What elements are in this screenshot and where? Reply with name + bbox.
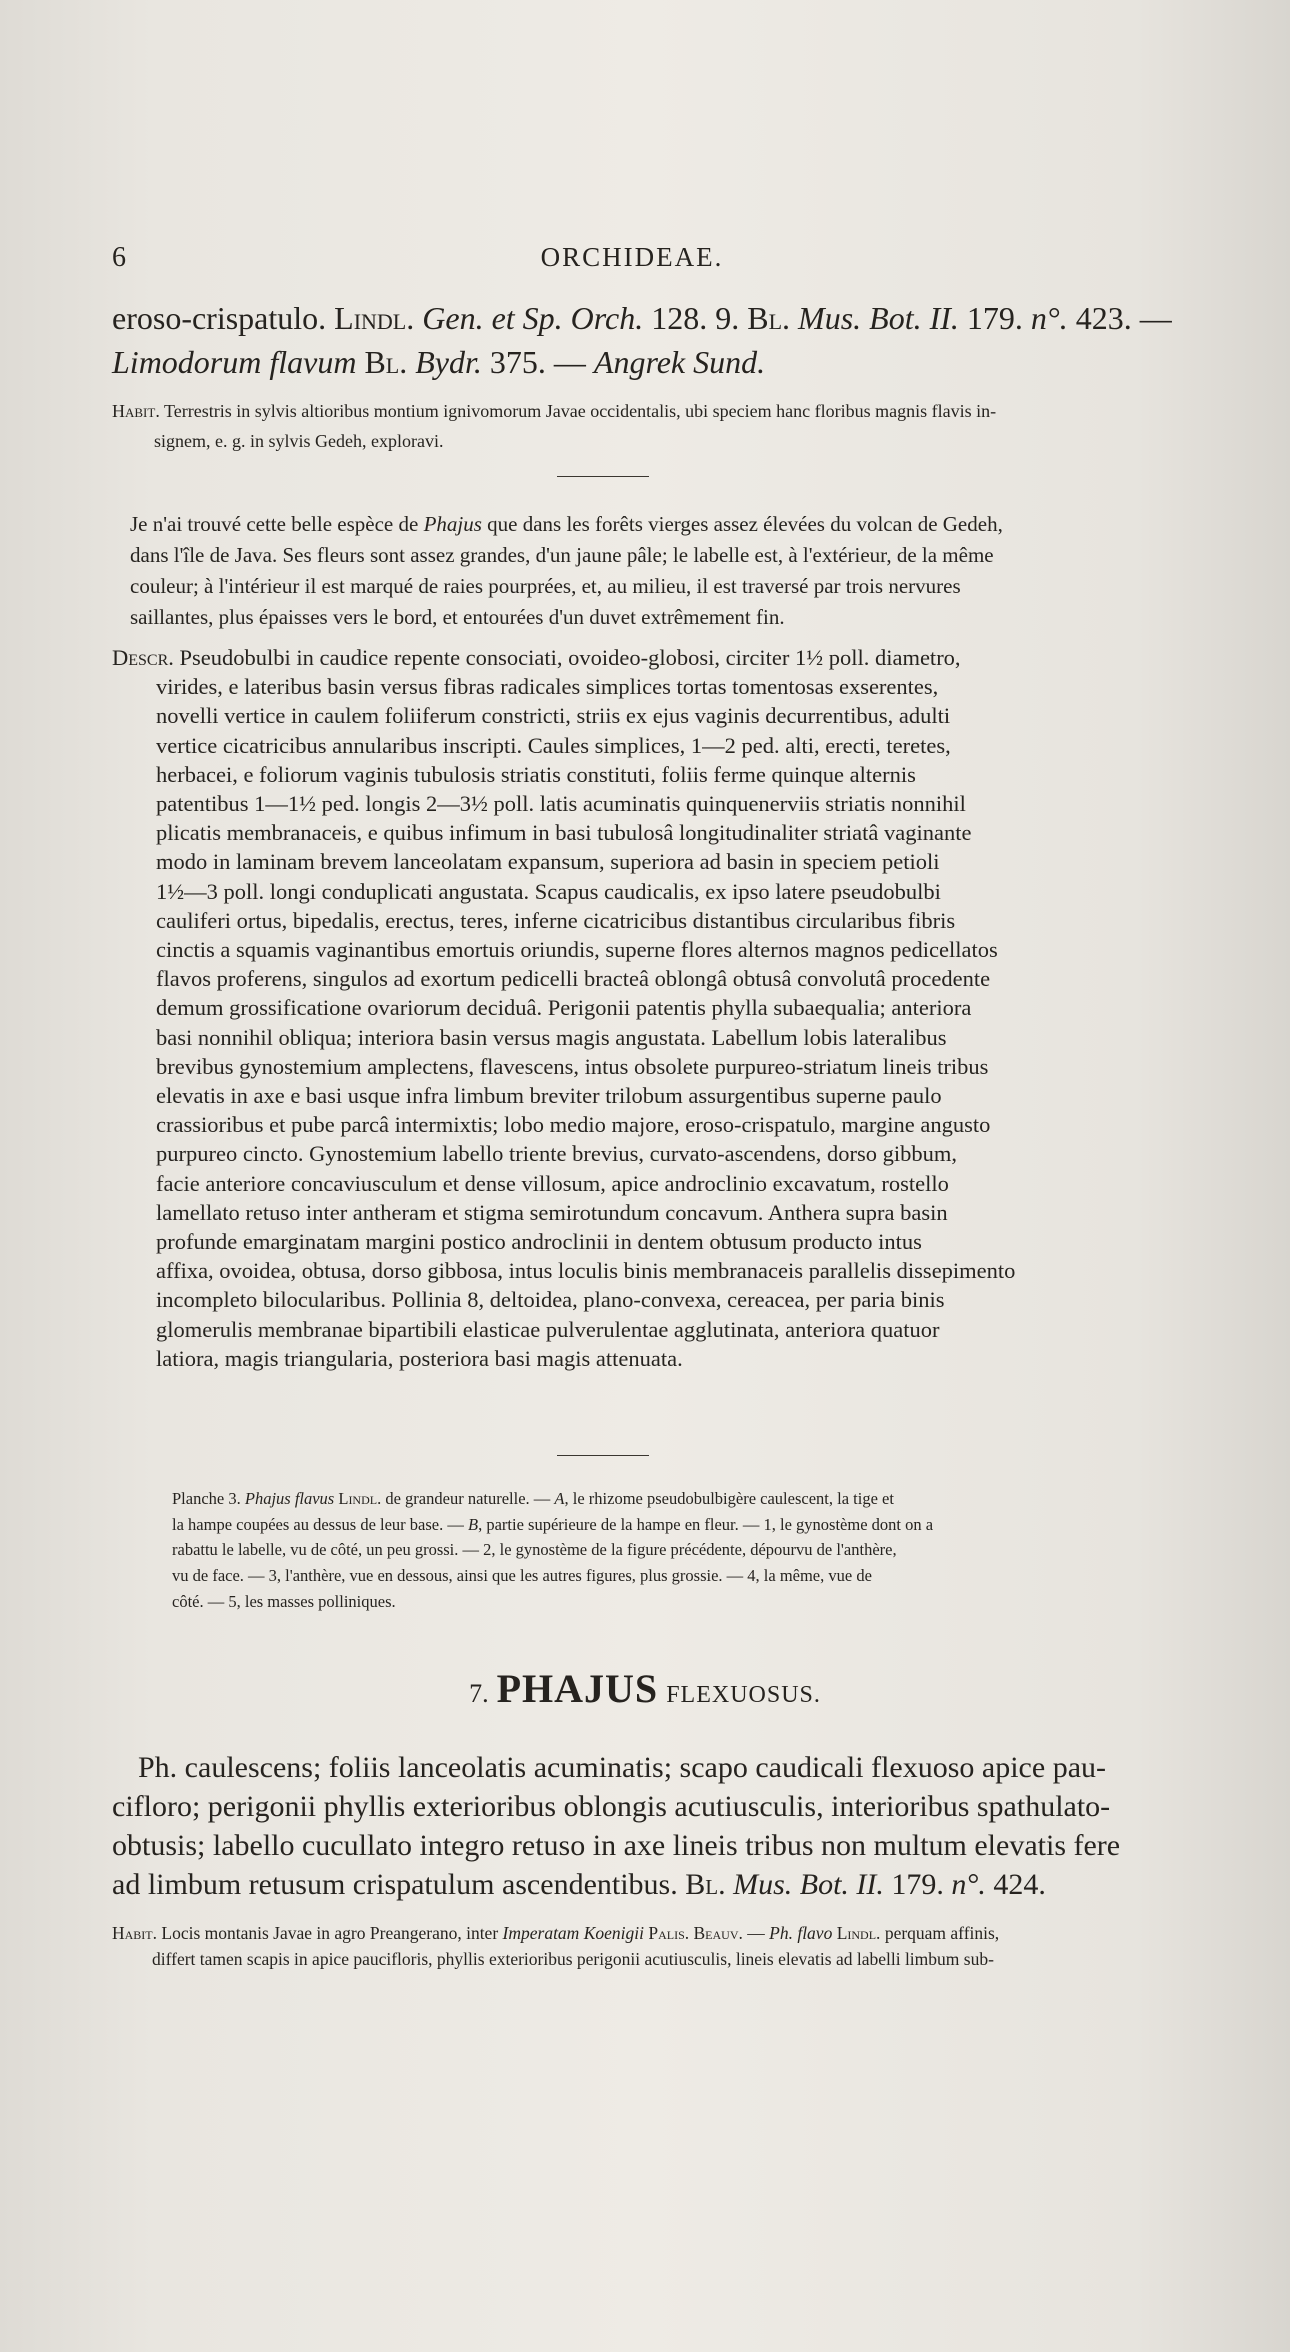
french-line: saillantes, plus épaisses vers le bord, et entourées d'un duvet extrêmement fin.: [130, 605, 785, 629]
description-line: demum grossificatione ovariorum deciduâ. Perigonii patentis phylla subaequalia; anteriora: [156, 995, 972, 1021]
latin-description: [112, 643, 1152, 1373]
description-line: patentibus 1—1½ ped. longis 2—3½ poll. latis acuminatis quinquenerviis striatis nonnihil: [156, 791, 966, 817]
description-line: profunde emarginatam margini postico androclinii in dentem obtusum producto intus: [156, 1229, 922, 1255]
synonymy-line: eroso-crispatulo. Lindl. Gen. et Sp. Orch. 128. 9. Bl. Mus. Bot. II. 179. n°. 423. —: [112, 300, 1172, 336]
french-note: [130, 509, 1154, 633]
caption-line: vu de face. — 3, l'anthère, vue en dessous, ainsi que les autres figures, plus grossie. — 4, la même, vue de: [172, 1566, 872, 1586]
running-head: ORCHIDEAE.: [540, 242, 724, 272]
synonymy-line: Limodorum flavum Bl. Bydr. 375. — Angrek Sund.: [112, 344, 766, 380]
diagnosis-line: Ph. caulescens; foliis lanceolatis acuminatis; scapo caudicali flexuoso apice pau-: [138, 1751, 1106, 1784]
page-header: [112, 242, 1152, 282]
habitat-paragraph: [112, 396, 1152, 456]
description-line: herbacei, e foliorum vaginis tubulosis striatis constituti, foliis ferme quinque alternis: [156, 761, 916, 787]
habitat-label: Habit.: [112, 401, 160, 421]
section-number: 7.: [469, 1679, 489, 1708]
page-number: 6: [112, 242, 126, 273]
diagnosis-line: cifloro; perigonii phyllis exterioribus oblongis acutiusculis, interioribus spathulato-: [112, 1790, 1111, 1823]
separator-rule: [557, 1455, 649, 1456]
description-line: virides, e lateribus basin versus fibras radicales simplices tortas tomentosas exserentes,: [156, 674, 939, 700]
description-line: cinctis a squamis vaginantibus emortuis oriundis, superne flores alternos magnos pedicellatos: [156, 937, 998, 963]
description-line: latiora, magis triangularia, posteriora basi magis attenuata.: [156, 1345, 683, 1371]
description-line: crassioribus et pube parcâ intermixtis; lobo medio majore, eroso-crispatulo, margine angusto: [156, 1112, 991, 1138]
description-line: glomerulis membranae bipartibili elasticae pulverulentae agglutinata, anteriora quatuor: [156, 1316, 940, 1342]
habitat-line: Habit. Terrestris in sylvis altioribus montium ignivomorum Javae occidentalis, ubi speciem hanc floribus magnis flavis in-: [112, 401, 997, 421]
description-line: elevatis in axe e basi usque infra limbum breviter trilobum assurgentibus superne paulo: [156, 1083, 942, 1109]
habitat-label: Habit.: [112, 1923, 158, 1943]
description-line: modo in laminam brevem lanceolatam expansum, superiora ad basin in speciem petioli: [156, 849, 940, 875]
habitat-line: differt tamen scapis in apice paucifloris, phyllis exterioribus perigonii acutiusculis, lineis elevatis ad labelli limbum sub-: [152, 1949, 994, 1969]
description-line: affixa, ovoidea, obtusa, dorso gibbosa, intus loculis binis membranaceis parallelis dissepimento: [156, 1258, 1016, 1284]
diagnosis-line: obtusis; labello cucullato integro retuso in axe lineis tribus non multum elevatis fere: [112, 1829, 1121, 1862]
description-line: flavos proferens, singulos ad exortum pedicelli bracteâ oblongâ obtusâ convolutâ procedente: [156, 966, 991, 992]
synonymy-references: [112, 296, 1172, 384]
caption-line: rabattu le labelle, vu de côté, un peu grossi. — 2, le gynostème de la figure précédente, dépourvu de l'anthère,: [172, 1540, 897, 1560]
description-line: brevibus gynostemium amplectens, flavescens, intus obsolete purpureo-striatum lineis tribus: [156, 1053, 989, 1079]
separator-rule: [557, 476, 649, 477]
description-line: vertice cicatricibus annularibus inscripti. Caules simplices, 1—2 ped. alti, erecti, teretes,: [156, 732, 951, 758]
habitat-line: signem, e. g. in sylvis Gedeh, exploravi.: [154, 431, 444, 451]
french-line: Je n'ai trouvé cette belle espèce de Phajus que dans les forêts vierges assez élevées du volcan de Gedeh,: [130, 512, 1003, 536]
caption-line: côté. — 5, les masses polliniques.: [172, 1591, 396, 1611]
diagnosis-line: ad limbum retusum crispatulum ascendentibus. Bl. Mus. Bot. II. 179. n°. 424.: [112, 1868, 1046, 1901]
description-line: incompleto bilocularibus. Pollinia 8, deltoidea, plano-convexa, cereacea, per paria binis: [156, 1287, 945, 1313]
french-line: couleur; à l'intérieur il est marqué de raies pourprées, et, au milieu, il est traversé par trois nervures: [130, 574, 961, 598]
description-line: Descr. Pseudobulbi in caudice repente consociati, ovoideo-globosi, circiter 1½ poll. diametro,: [112, 645, 961, 670]
description-line: novelli vertice in caulem foliiferum constricti, striis ex ejus vaginis decurrentibus, adulti: [156, 703, 951, 729]
description-line: facie anteriore concaviusculum et dense villosum, apice androclinio excavatum, rostello: [156, 1170, 949, 1196]
habitat-paragraph: [112, 1920, 1152, 1972]
species-name: FLEXUOSUS.: [666, 1682, 821, 1708]
description-line: cauliferi ortus, bipedalis, erectus, teres, inferne cicatricibus distantibus circularibus fibris: [156, 907, 956, 933]
description-label: Descr.: [112, 645, 174, 670]
french-line: dans l'île de Java. Ses fleurs sont assez grandes, d'un jaune pâle; le labelle est, à l'extérieur, de la même: [130, 543, 994, 567]
section-heading: [0, 1665, 1290, 1712]
diagnosis: [112, 1748, 1152, 1904]
description-line: basi nonnihil obliqua; interiora basin versus magis angustata. Labellum lobis lateralibus: [156, 1024, 947, 1050]
habitat-line: Habit. Locis montanis Javae in agro Preangerano, inter Imperatam Koenigii Palis. Beauv. — Ph. flavo Lindl. perquam affinis,: [112, 1923, 1000, 1943]
plate-caption: [172, 1486, 1152, 1615]
caption-line: Planche 3. Phajus flavus Lindl. de grandeur naturelle. — A, le rhizome pseudobulbigère caulescent, la tige et: [172, 1489, 894, 1508]
genus-name: PHAJUS: [496, 1666, 659, 1711]
description-line: purpureo cincto. Gynostemium labello triente brevius, curvato-ascendens, dorso gibbum,: [156, 1141, 958, 1167]
caption-line: la hampe coupées au dessus de leur base. — B, partie supérieure de la hampe en fleur. — 1, le gynostème dont on a: [172, 1514, 934, 1534]
description-line: plicatis membranaceis, e quibus infimum in basi tubulosâ longitudinaliter striatâ vaginante: [156, 820, 972, 846]
description-line: lamellato retuso inter antheram et stigma semirotundum concavum. Anthera supra basin: [156, 1199, 948, 1225]
description-line: 1½—3 poll. longi conduplicati angustata. Scapus caudicalis, ex ipso latere pseudobulbi: [156, 878, 941, 904]
